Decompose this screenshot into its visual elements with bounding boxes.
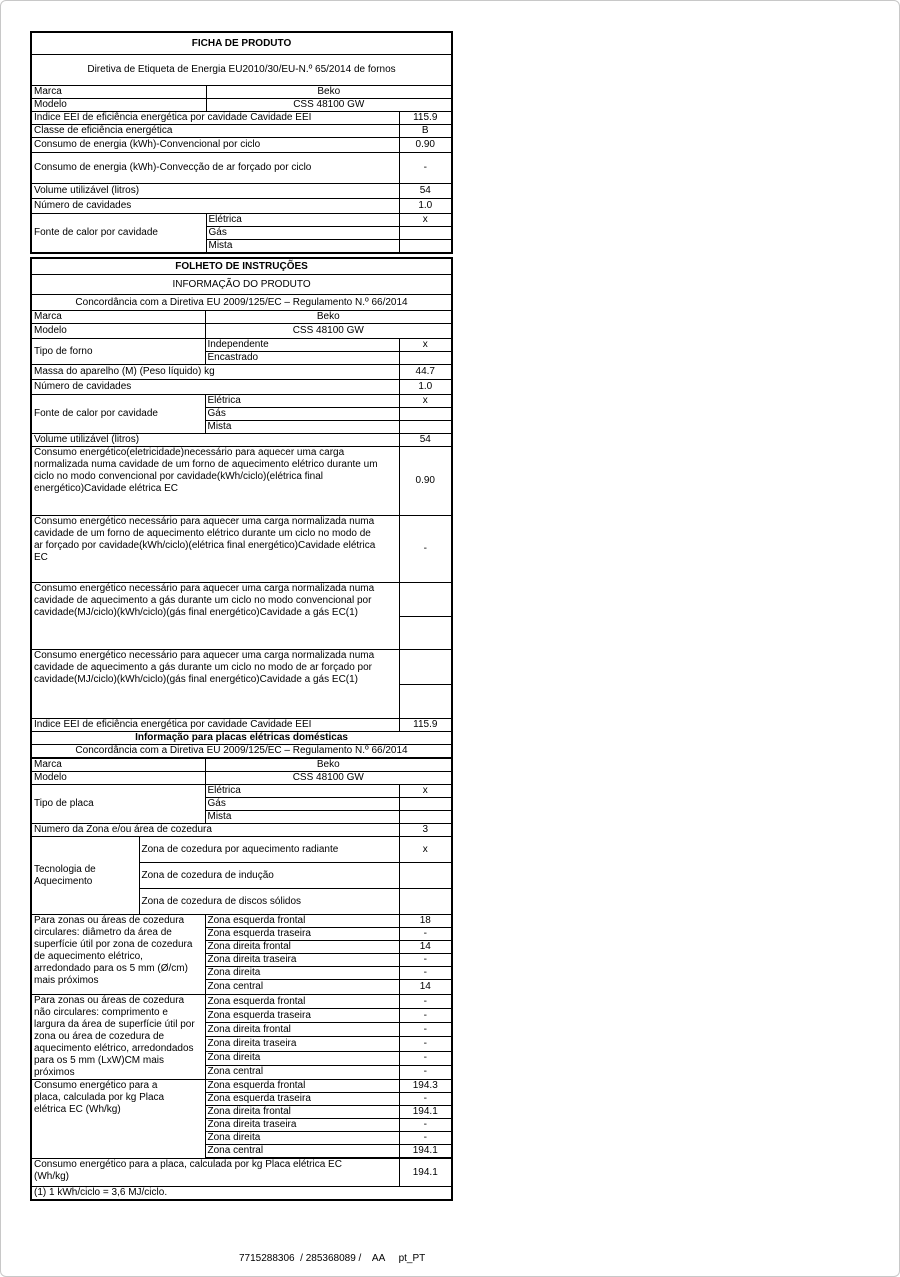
label: Consumo energético necessário para aquecer uma carga normalizada numa cavidade de um forno de aquecimento elétrico durante um ciclo no modo de ar forçado por cavidade(kWh/ciclo)(elétrica final energético)Cavidade elétrica EC	[31, 516, 399, 583]
label: Consumo energético necessário para aquecer uma carga normalizada numa cavidade de aquecimento a gás durante um ciclo no modo de ar forçado por cavidade(MJ/ciclo)(kWh/ciclo)(gás final energético)Cavidade a gás EC(1)	[31, 650, 399, 719]
zone: Zona direita traseira	[205, 954, 399, 967]
label: Consumo de energia (kWh)-Convecção de ar forçado por ciclo	[31, 153, 399, 184]
option: Zona de cozedura de discos sólidos	[139, 889, 399, 915]
label: Massa do aparelho (M) (Peso líquido) kg	[31, 365, 399, 380]
value: CSS 48100 GW	[205, 324, 452, 339]
label: Modelo	[31, 772, 205, 785]
label: Tipo de forno	[31, 339, 205, 365]
zone: Zona esquerda traseira	[205, 1009, 399, 1023]
value: CSS 48100 GW	[205, 772, 452, 785]
folheto-concordancia: Concordância com a Diretiva EU 2009/125/EC – Regulamento N.º 66/2014	[31, 295, 452, 311]
zone: Zona esquerda frontal	[205, 915, 399, 928]
zone: Zona direita	[205, 967, 399, 980]
option: Elétrica	[205, 785, 399, 798]
value: 115.9	[399, 112, 452, 125]
value-empty	[399, 650, 452, 685]
zone: Zona central	[205, 1145, 399, 1159]
value: 54	[399, 184, 452, 199]
label: Consumo energético para a placa, calculada por kg Placa elétrica EC (Wh/kg)	[31, 1158, 399, 1187]
value-empty	[399, 616, 452, 650]
zone: Zona esquerda traseira	[205, 928, 399, 941]
value: Beko	[205, 311, 452, 324]
zone: Zona direita traseira	[205, 1037, 399, 1051]
zone: Zona direita frontal	[205, 1106, 399, 1119]
zone: Zona esquerda frontal	[205, 1080, 399, 1093]
label: Volume utilizável (litros)	[31, 434, 399, 447]
label: Marca	[31, 86, 206, 99]
value: -	[399, 967, 452, 980]
value	[399, 798, 452, 811]
value: 194.1	[399, 1158, 452, 1187]
value: 44.7	[399, 365, 452, 380]
value: 0.90	[399, 138, 452, 153]
value: 115.9	[399, 719, 452, 732]
option: Gás	[206, 227, 399, 240]
value: -	[399, 1065, 452, 1079]
value: 1.0	[399, 199, 452, 214]
product-sheet	[30, 31, 451, 1201]
ficha-directive: Diretiva de Etiqueta de Energia EU2010/30/EU-N.º 65/2014 de fornos	[31, 55, 452, 86]
value	[399, 352, 452, 365]
label: Consumo de energia (kWh)-Convencional por ciclo	[31, 138, 399, 153]
ficha-title: FICHA DE PRODUTO	[31, 32, 452, 55]
value: -	[399, 1023, 452, 1037]
label: Fonte de calor por cavidade	[31, 214, 206, 254]
value: -	[399, 1093, 452, 1106]
option: Zona de cozedura por aquecimento radiante	[139, 837, 399, 863]
ficha-table	[30, 31, 453, 254]
label: Fonte de calor por cavidade	[31, 395, 205, 434]
label: Modelo	[31, 99, 206, 112]
zone: Zona esquerda frontal	[205, 995, 399, 1009]
value	[399, 811, 452, 824]
label: Indice EEI de eficiência energética por cavidade Cavidade EEI	[31, 719, 399, 732]
value: Beko	[206, 86, 452, 99]
value: 194.1	[399, 1145, 452, 1159]
option: Mista	[206, 240, 399, 254]
zone: Zona direita	[205, 1051, 399, 1065]
value: -	[399, 995, 452, 1009]
value-empty	[399, 583, 452, 617]
value: -	[399, 153, 452, 184]
label: Consumo energético(eletricidade)necessário para aquecer uma carga normalizada numa cavidade de um forno de aquecimento elétrico durante um ciclo no modo convencional por cavidade(kWh/ciclo)(elétrica final energético)Cavidade elétrica EC	[31, 447, 399, 516]
value: 1.0	[399, 380, 452, 395]
option: Zona de cozedura de indução	[139, 863, 399, 889]
option: Gás	[205, 408, 399, 421]
value	[399, 227, 452, 240]
label: Tecnologia de Aquecimento	[31, 837, 139, 915]
value: 0.90	[399, 447, 452, 516]
option: Gás	[205, 798, 399, 811]
label: Modelo	[31, 324, 205, 339]
option: Independente	[205, 339, 399, 352]
value: 54	[399, 434, 452, 447]
value: 3	[399, 824, 452, 837]
label: Número de cavidades	[31, 380, 399, 395]
value: x	[399, 395, 452, 408]
value: B	[399, 125, 452, 138]
value	[399, 408, 452, 421]
label: Indice EEI de eficiência energética por cavidade Cavidade EEI	[31, 112, 399, 125]
value	[399, 421, 452, 434]
value	[399, 240, 452, 254]
document-code: 7715288306 / 285368089 / AA pt_PT	[239, 1253, 426, 1264]
option: Mista	[205, 811, 399, 824]
value	[399, 889, 452, 915]
value: -	[399, 1132, 452, 1145]
value: -	[399, 1051, 452, 1065]
option: Encastrado	[205, 352, 399, 365]
zone: Zona central	[205, 980, 399, 995]
label: Volume utilizável (litros)	[31, 184, 399, 199]
value: x	[399, 339, 452, 352]
label: Numero da Zona e/ou área de cozedura	[31, 824, 399, 837]
value: 194.3	[399, 1080, 452, 1093]
label: Classe de eficiência energética	[31, 125, 399, 138]
value-empty	[399, 684, 452, 719]
option: Elétrica	[205, 395, 399, 408]
label: Consumo energético para a placa, calculada por kg Placa elétrica EC (Wh/kg)	[31, 1080, 205, 1159]
value	[399, 863, 452, 889]
label: Marca	[31, 758, 205, 772]
value: 14	[399, 941, 452, 954]
value: 18	[399, 915, 452, 928]
value: x	[399, 785, 452, 798]
zone: Zona direita traseira	[205, 1119, 399, 1132]
zone: Zona esquerda traseira	[205, 1093, 399, 1106]
placas-title: Informação para placas elétricas domésticas	[31, 732, 452, 745]
value: -	[399, 1037, 452, 1051]
folheto-title: FOLHETO DE INSTRUÇÕES	[31, 258, 452, 275]
label: Para zonas ou áreas de cozedura não circulares: comprimento e largura da área de superfície útil por zona ou área de cozedura de aquecimento elétrico, arredondados para os 5 mm (LxW)CM mais próximos	[31, 995, 205, 1080]
option: Mista	[205, 421, 399, 434]
value: Beko	[205, 758, 452, 772]
value: 194.1	[399, 1106, 452, 1119]
folheto-table	[30, 257, 453, 1201]
label: Marca	[31, 311, 205, 324]
value: -	[399, 1119, 452, 1132]
label: Tipo de placa	[31, 785, 205, 824]
zone: Zona central	[205, 1065, 399, 1079]
zone: Zona direita frontal	[205, 1023, 399, 1037]
value: x	[399, 214, 452, 227]
label: Consumo energético necessário para aquecer uma carga normalizada numa cavidade de aquecimento a gás durante um ciclo no modo convencional por cavidade(MJ/ciclo)(kWh/ciclo)(gás final energético)Cavidade a gás EC(1)	[31, 583, 399, 650]
value: -	[399, 928, 452, 941]
folheto-subtitle: INFORMAÇÃO DO PRODUTO	[31, 275, 452, 295]
label: Número de cavidades	[31, 199, 399, 214]
footnote: (1) 1 kWh/ciclo = 3,6 MJ/ciclo.	[31, 1187, 452, 1201]
zone: Zona direita	[205, 1132, 399, 1145]
label: Para zonas ou áreas de cozedura circulares: diâmetro da área de superfície útil por zona de cozedura de aquecimento elétrico, arredondado para os 5 mm (Ø/cm) mais próximos	[31, 915, 205, 995]
value: -	[399, 954, 452, 967]
value: -	[399, 516, 452, 583]
zone: Zona direita frontal	[205, 941, 399, 954]
value: -	[399, 1009, 452, 1023]
value: 14	[399, 980, 452, 995]
value: x	[399, 837, 452, 863]
option: Elétrica	[206, 214, 399, 227]
value: CSS 48100 GW	[206, 99, 452, 112]
placas-concordancia: Concordância com a Diretiva EU 2009/125/EC – Regulamento N.º 66/2014	[31, 745, 452, 759]
